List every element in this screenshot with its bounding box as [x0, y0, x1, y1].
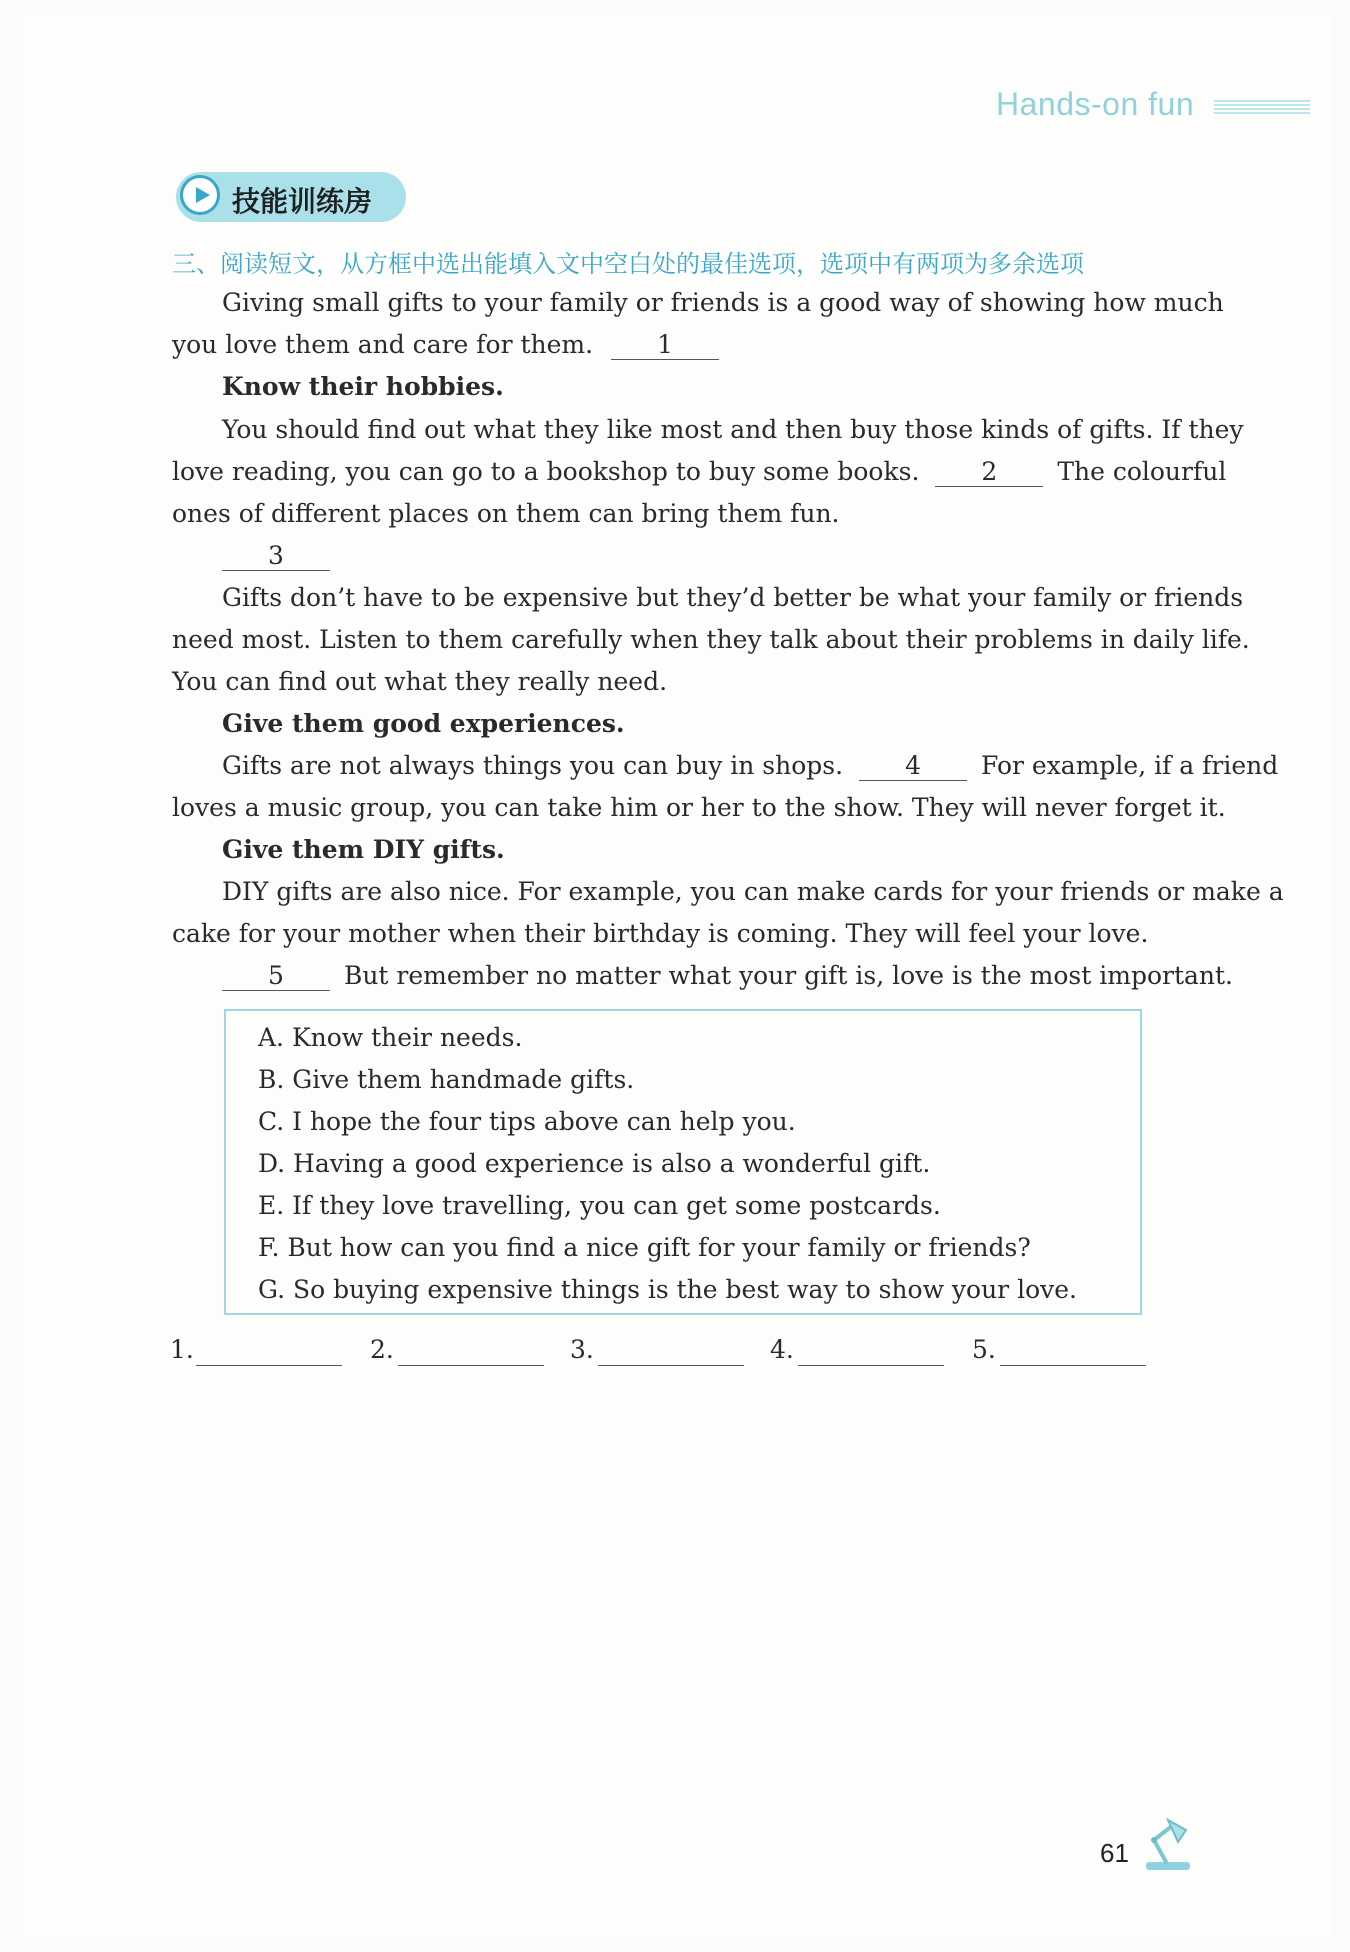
passage-line: need most. Listen to them carefully when they talk about their problems in daily life.	[172, 625, 1250, 654]
passage-text: you love them and care for them.	[172, 330, 594, 359]
answer-label-3: 3.	[570, 1335, 594, 1364]
passage-line: You can find out what they really need.	[172, 667, 668, 696]
passage-line: Gifts don’t have to be expensive but they’d better be what your family or friends	[222, 583, 1244, 612]
subheading: Give them good experiences.	[222, 709, 625, 738]
option-f: F. But how can you find a nice gift for your family or friends?	[258, 1233, 1031, 1262]
option-g: G. So buying expensive things is the best way to show your love.	[258, 1275, 1077, 1304]
passage-line: Giving small gifts to your family or friends is a good way of showing how much	[222, 288, 1224, 317]
answer-label-2: 2.	[370, 1335, 394, 1364]
passage-line: loves a music group, you can take him or her to the show. They will never forget it.	[172, 793, 1226, 822]
option-c: C. I hope the four tips above can help you.	[258, 1107, 796, 1136]
blank-4: 4	[859, 752, 967, 781]
passage-line: You should find out what they like most and then buy those kinds of gifts. If they	[222, 415, 1244, 444]
passage-line: ones of different places on them can bring them fun.	[172, 499, 840, 528]
passage-text: For example, if a friend	[980, 751, 1279, 780]
blank-5: 5	[222, 962, 330, 991]
desk-lamp-icon	[1138, 1812, 1200, 1874]
subheading: Know their hobbies.	[222, 372, 504, 401]
option-d: D. Having a good experience is also a wonderful gift.	[258, 1149, 931, 1178]
exercise-instruction: 三、阅读短文，从方框中选出能填入文中空白处的最佳选项，选项中有两项为多余选项	[172, 250, 1084, 278]
blank-2: 2	[935, 458, 1043, 487]
passage-text: Gifts are not always things you can buy in shops.	[222, 751, 844, 780]
blank-3: 3	[222, 542, 330, 571]
answer-field-4[interactable]	[798, 1365, 944, 1366]
passage-line	[222, 540, 330, 572]
passage-line	[172, 329, 719, 361]
answer-label-1: 1.	[170, 1335, 194, 1364]
passage-line	[222, 750, 1278, 782]
passage-text: The colourful	[1057, 457, 1227, 486]
passage-line	[172, 456, 1226, 488]
option-a: A. Know their needs.	[258, 1023, 523, 1052]
header-title: Hands-on fun	[996, 86, 1195, 122]
passage-line	[222, 960, 1233, 992]
answer-label-4: 4.	[770, 1335, 794, 1364]
answer-field-2[interactable]	[398, 1365, 544, 1366]
play-icon	[180, 175, 220, 215]
option-b: B. Give them handmade gifts.	[258, 1065, 635, 1094]
option-e: E. If they love travelling, you can get some postcards.	[258, 1191, 941, 1220]
passage-text: love reading, you can go to a bookshop to buy some books.	[172, 457, 920, 486]
answer-field-3[interactable]	[598, 1365, 744, 1366]
page-number: 61	[1100, 1838, 1129, 1868]
passage-text: But remember no matter what your gift is, love is the most important.	[343, 961, 1234, 990]
answer-field-5[interactable]	[1000, 1365, 1146, 1366]
subheading: Give them DIY gifts.	[222, 835, 505, 864]
answer-field-1[interactable]	[196, 1365, 342, 1366]
header-stripes	[1214, 100, 1310, 116]
passage-line: DIY gifts are also nice. For example, you can make cards for your friends or make a	[222, 877, 1284, 906]
blank-1: 1	[611, 331, 719, 360]
section-label: 技能训练房	[232, 185, 373, 218]
answer-label-5: 5.	[972, 1335, 996, 1364]
passage-line: cake for your mother when their birthday is coming. They will feel your love.	[172, 919, 1149, 948]
